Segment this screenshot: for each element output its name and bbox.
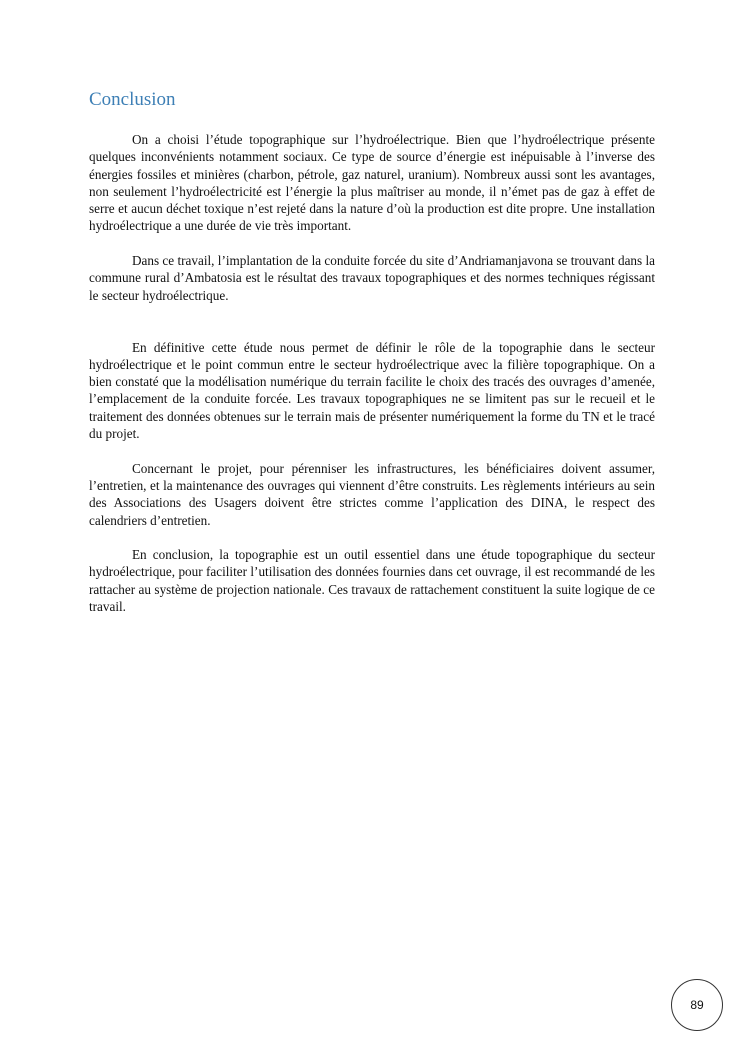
paragraph-4: Concernant le projet, pour pérenniser les infrastructures, les bénéficiaires doivent assumer, l’entretien, et la maintenance des ouvrages qui viennent d’être construits. Les règlements intérieurs au sein des Associations des Usagers doivent être strictes comme l’application des DINA, le respect des calendriers d’entretien.	[89, 460, 655, 528]
paragraph-1: On a choisi l’étude topographique sur l’hydroélectrique. Bien que l’hydroélectrique présente quelques inconvénients notamment sociaux. Ce type de source d’énergie est inépuisable à l’inverse des énergies fossiles et minières (charbon, pétrole, gaz naturel, uranium). Nombreux aussi sont les avantages, non seulement l’hydroélectricité est l’énergie la plus maîtriser au monde, il n’émet pas de gaz à effet de serre et aucun déchet toxique n’est rejeté dans la nature d’où la production est dite propre. Une installation hydroélectrique a une durée de vie très important.	[89, 132, 655, 234]
page-number-badge	[671, 979, 723, 1031]
paragraph-2: Dans ce travail, l’implantation de la conduite forcée du site d’Andriamanjavona se trouvant dans la commune rural d’Ambatosia est le résultat des travaux topographiques et des normes techniques régissant le secteur hydroélectrique.	[89, 253, 655, 303]
paragraph-5: En conclusion, la topographie est un outil essentiel dans une étude topographique du secteur hydroélectrique, pour faciliter l’utilisation des données fournies dans cet ouvrage, il est recommandé de les rattacher au système de projection nationale. Ces travaux de rattachement constituent la suite logique de ce travail.	[89, 547, 655, 615]
page-number: 89	[690, 998, 704, 1012]
section-heading: Conclusion	[89, 89, 176, 110]
body-text	[89, 131, 655, 615]
paragraph-3: En définitive cette étude nous permet de définir le rôle de la topographie dans le secteur hydroélectrique et le point commun entre le secteur hydroélectrique avec la filière topographique. On a bien constaté que la modélisation numérique du terrain facilite le choix des tracés des ouvrages d’amenée, l’emplacement de la conduite forcée. Les travaux topographiques ne se limitent pas sur le recueil et le traitement des données obtenues sur le terrain mais de présenter numériquement la forme du TN et le tracé du projet.	[89, 339, 655, 442]
